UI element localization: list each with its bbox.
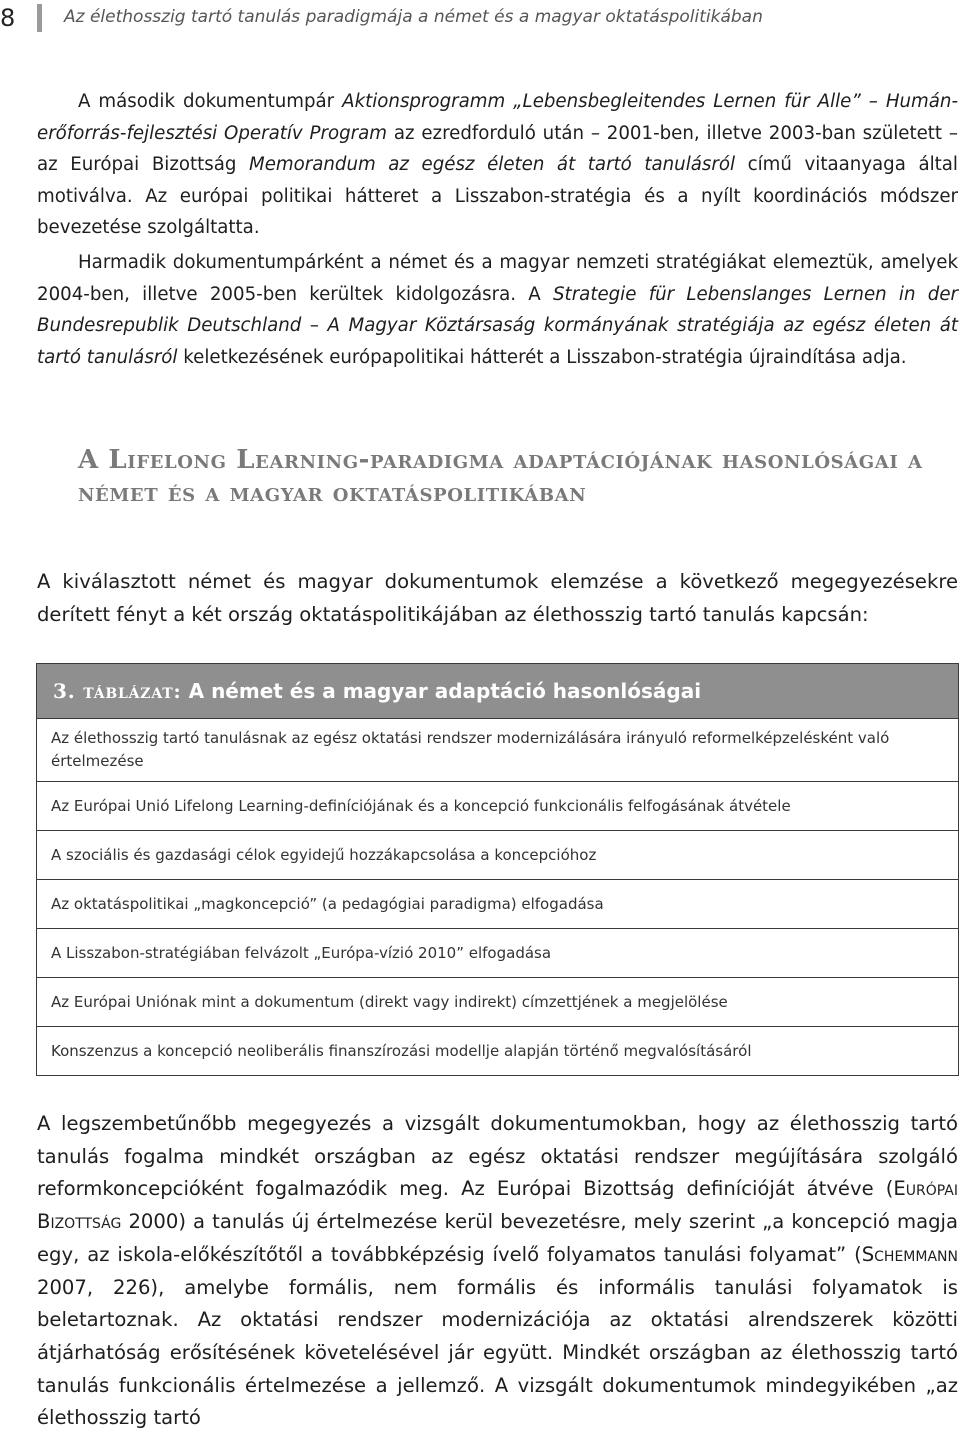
text-run: A legszembetűnőbb megegyezés a vizsgált dokumentumokban, hogy az élethosszig tartó tanulás fogalma mindkét országban az egész oktatási rendszer megújítására szolgáló reformkoncepcióként fogalmazódik meg. Az Európai Bizottság definícióját átvéve ( <box>37 1112 958 1201</box>
table-row: A Lisszabon-stratégiában felvázolt „Európa-vízió 2010” elfogadása <box>37 928 958 977</box>
table-row: Az Európai Uniónak mint a dokumentum (direkt vagy indirekt) címzettjének a megjelölése <box>37 977 958 1026</box>
text-run: – <box>301 315 328 336</box>
citation-author: Európai Bizottság <box>37 1177 958 1234</box>
paragraph-document-pair-3 <box>37 247 958 373</box>
document-title: Memorandum az egész életen át tartó tanulásról <box>249 154 736 175</box>
text-run: keletkezésének európapolitikai hátterét a Lisszabon-stratégia újraindítása adja. <box>177 346 907 368</box>
text-run: Harmadik dokumentumpárként a német és a magyar nemzeti stratégiákat elemeztük, amelyek 2004-ben, illetve 2005-ben kerültek kidolgozásra. A <box>37 252 958 305</box>
citation-author: Schemmann <box>861 1242 958 1266</box>
table-number: 3. táblázat: <box>53 679 182 703</box>
similarities-table <box>36 663 959 1076</box>
text-run: A második dokumentumpár <box>78 91 343 112</box>
table-row: Konszenzus a koncepció neoliberális finanszírozási modellje alapján történő megvalósításáról <box>37 1026 958 1075</box>
running-head: Az élethosszig tartó tanulás paradigmája a német és a magyar oktatáspolitikában <box>64 7 763 27</box>
table-title-bar <box>37 664 958 718</box>
table-row: A szociális és gazdasági célok egyidejű hozzákapcsolása a koncepcióhoz <box>37 830 958 879</box>
intro-text: A kiválasztott német és magyar dokumentumok elemzése a következő megegyezésekre derített fényt a két ország oktatáspolitikájában az élethosszig tartó tanulás kapcsán: <box>37 570 958 626</box>
section-heading: A Lifelong Learning-paradigma adaptációjának hasonlóságai a német és a magyar oktatáspolitikában <box>78 445 923 508</box>
text-run: az ezredforduló után – 2001-ben, illetve 2003-ban született – az Európai Bizottság <box>37 122 958 175</box>
paragraph-document-pair-2 <box>37 86 958 244</box>
text-run: 2007, 226), amelybe formális, nem formális és informális tanulási folyamatok is beletartoznak. Az oktatási rendszer modernizációja az oktatási alrendszerek közötti átjárhatóság erősítésének követelésével jár együtt. Mindkét országban az élethosszig tartó tanulás funkcionális értelmezése a jellemző. A vizsgált dokumentumok mindegyikében „az élethosszig tartó <box>37 1275 958 1430</box>
document-title: Aktionsprogramm „Lebensbegleitendes Lernen für Alle” – Humánerőforrás-fejlesztési Operatív Program <box>37 91 959 144</box>
page-header <box>0 0 960 42</box>
intro-paragraph <box>37 565 958 631</box>
page-number: 8 <box>0 4 16 32</box>
document-title: Strategie für Lebenslanges Lernen in der Bundesrepublik Deutschland <box>37 283 958 336</box>
table-row: Az élethosszig tartó tanulásnak az egész oktatási rendszer modernizálására irányuló reformelképzelésként való értelmezése <box>37 718 958 781</box>
table-row: Az Európai Unió Lifelong Learning-definíciójának és a koncepció funkcionális felfogásának átvétele <box>37 781 958 830</box>
text-run: című vitaanyaga által motiválva. Az európai politikai hátteret a Lisszabon-stratégia és a nyílt koordinációs módszer bevezetése szolgáltatta. <box>37 154 958 238</box>
document-title: A Magyar Köztársaság kormányának stratégiája az egész életen át tartó tanulásról <box>37 315 958 368</box>
conclusion-paragraph <box>37 1108 958 1435</box>
table-row: Az oktatáspolitikai „magkoncepció” (a pedagógiai paradigma) elfogadása <box>37 879 958 928</box>
header-divider-bar <box>37 4 42 32</box>
text-run: 2000) a tanulás új értelmezése kerül bevezetésre, mely szerint „a koncepció magja egy, az iskola-előkészítőtől a továbbképzésig ívelő folyamatos tanulási folyamat” ( <box>37 1210 958 1266</box>
table-title: A német és a magyar adaptáció hasonlóságai <box>188 679 702 703</box>
